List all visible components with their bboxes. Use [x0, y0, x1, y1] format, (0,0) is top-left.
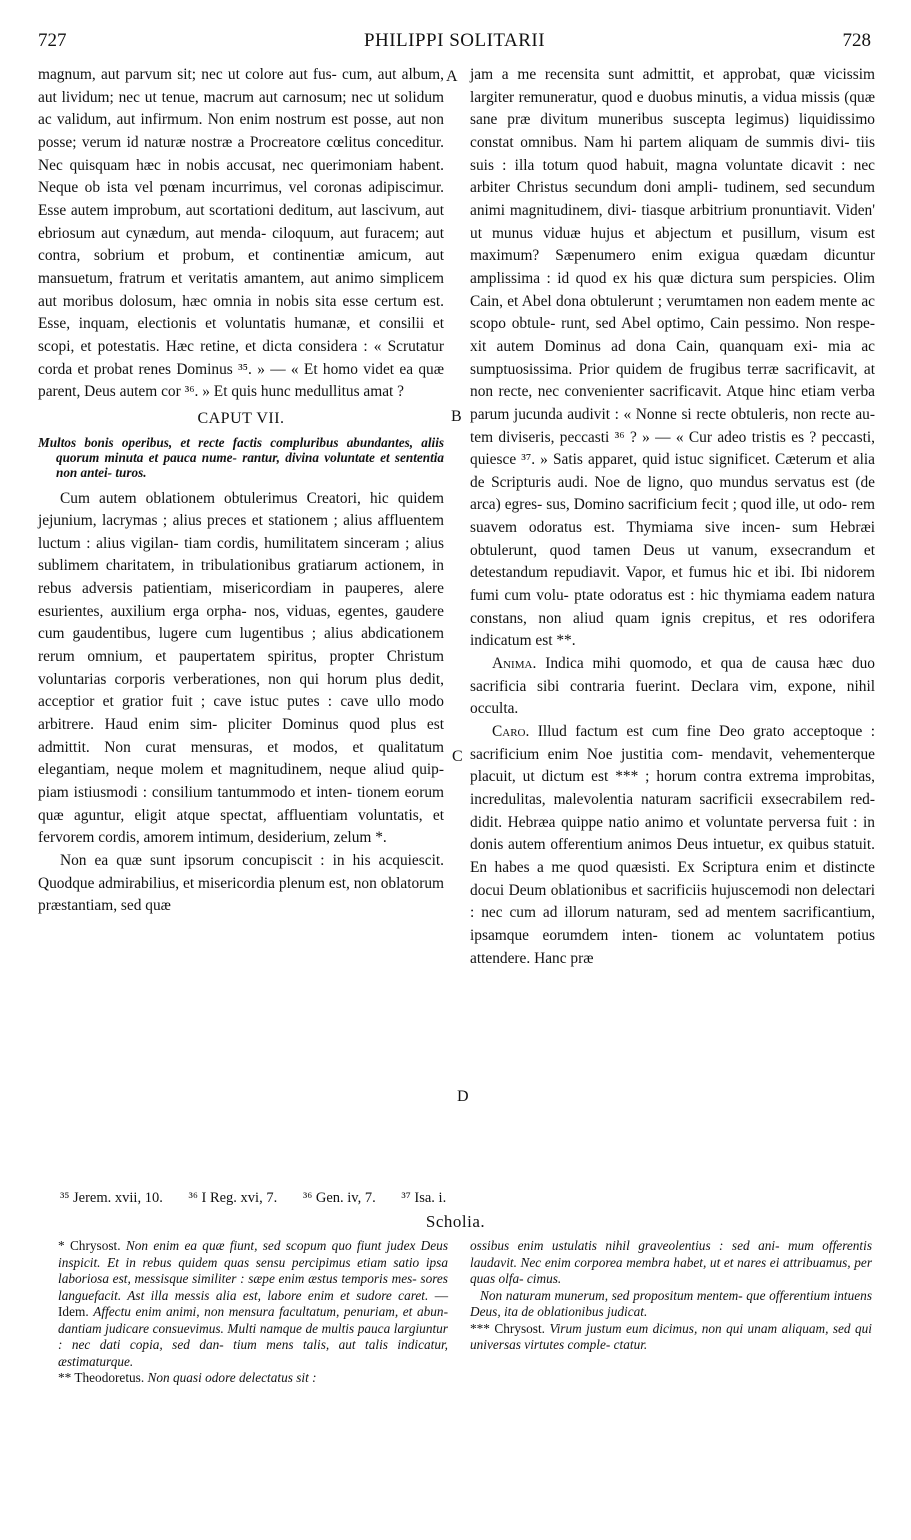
- page-number-right: 728: [842, 30, 871, 51]
- footnotes: [60, 1190, 468, 1207]
- margin-marker-a: A: [446, 68, 458, 85]
- scholion-text: Non enim ea quæ fiunt, sed scopum quo fiunt judex Deus inspicit. Et in rebus quidem quas sensu percipimus etiam satio ipsa laboriosa est, messisque similiter : sæpe enim æstus temporis mes- sores languefacit. Ast illa messis alia est, labore enim et sudore caret.: [58, 1238, 448, 1303]
- caro-paragraph: [470, 721, 875, 970]
- scholion-text: Affectu enim animi, non mensura facultatum, penuriam, et abun- dantiam judicare consuevimus. Multi namque de multis pauca largiuntur : nec dati copia, sed dan- tium mens talis, aut talis indicatur, æstimaturque.: [58, 1304, 448, 1369]
- scholia-left-column: [58, 1238, 448, 1387]
- scholia-right-column: [470, 1238, 872, 1354]
- left-column: [38, 64, 444, 918]
- scholion-text: Non quasi odore delectatus sit :: [147, 1370, 317, 1385]
- scholion-source: * Chrysost.: [58, 1238, 121, 1253]
- scholion-continuation: [470, 1238, 872, 1288]
- right-column: [470, 64, 875, 970]
- scholion-source: — Idem.: [58, 1287, 448, 1319]
- scholia-heading: Scholia.: [425, 1212, 486, 1231]
- scholion-text: Non naturam munerum, sed propositum mentem- que offerentium intuens Deus, ita de oblationibus judicat.: [470, 1287, 872, 1319]
- scholion-chrysostom-2: [470, 1321, 872, 1354]
- margin-marker-b: B: [451, 408, 462, 425]
- footnote-4: ³⁷ Isa. i.: [401, 1190, 447, 1206]
- footnote-1: ³⁵ Jerem. xvii, 10.: [60, 1190, 163, 1206]
- anima-text: Indica mihi quomodo, et qua de causa hæc duo sacrificia sibi contraria fuerint. Declara vim, expone, nihil occulta.: [470, 655, 875, 718]
- footnote-2: ³⁶ I Reg. xvi, 7.: [188, 1190, 278, 1206]
- left-paragraph-2: Cum autem oblationem obtulerimus Creatori, hic quidem jejunium, lacrymas ; alius preces et stationem ; alius affluentem luctum : alius vigilan- tiam cordis, humilitatem sinceram ; alius sublimem charitatem, in tribulationibus gratiarum actionem, in rebus adversis patientiam, misericordiam in pauperes, alere esurientes, auxilium erga orpha- nos, viduas, egentes, gaudere cum gaudentibus, lugere cum lugentibus ; alius abdicationem rerum omnium, et paupertatem spiritus, propter Christum voluntarias corporis verberationes, non qui horum plus dedit, acceptior et gratior fuit ; cave istuc putes : cave ullo modo arbitrere. Haud enim sim- pliciter Dominus quod plus est admittit. Non curat mensuras, et modos, et qualitatum elegantiam, neque molem et magnitudinem, neque aliud quip- piam istiusmodi : consilium tantummodo et inten- tionem eorum quæ aguntur, eligit atque spectat, affluentiam voluntatis, et fervorem cordis, amorem intimum, desiderium, zelum *.: [38, 489, 444, 847]
- caro-text: Illud factum est cum fine Deo grato acceptoque : sacrificium enim Noe justitia com- mendavit, vehementerque placuit, ut dictum est *** ; horum contra extrema improbitas, incredulitas, malevolentia naturam sacrificii exsecrabilem red- didit. Hebræa quippe natio animo et voluntate perversa fuit : in donis autem offerentium animos Deus intuetur, ex quibus statuit. En habes a me quod quæsisti. Ex Scriptura enim et distincte docui Deum oblationibus et sacrificiis hujuscemodi non delectari : nec cum ad illorum naturam, sed ad mentem sacrificantium, ipsamque eorumdem inten- tionem ac voluntatem potius attendere. Hanc præ: [470, 723, 875, 967]
- page-number-left: 727: [38, 30, 67, 51]
- running-title: PHILIPPI SOLITARII: [363, 30, 546, 51]
- scholion-chrysostom: [58, 1238, 448, 1370]
- footnote-3: ³⁶ Gen. iv, 7.: [302, 1190, 376, 1206]
- chapter-summary: Multos bonis operibus, et recte factis compluribus abundantes, aliis quorum minuta et pauca nume- rantur, divina voluntate et sententia non antei- turos.: [38, 434, 444, 480]
- margin-marker-c: C: [452, 748, 463, 765]
- scholion-paragraph: [470, 1288, 872, 1321]
- right-paragraph-1: jam a me recensita sunt admittit, et approbat, quæ vicissim largiter remuneratur, quod e duobus minutis, a vidua missis (quæ sane præ divitum muneribus suscepta legimus) liquidissimo constat omnibus. Nam hi partem aliquam de summis divi- tiis suis : illa totum quod habuit, magna voluntate dicavit : nec arbiter Christus secundum doni ampli- tudinem, sed secundum animi magnitudinem, divi- tiasque arbitrium pronuntiavit. Viden' ut munus viduæ hujus et abjectum et pusillum, visum est maximum? Sæpenumero enim exigua quædam dicuntur amplissima : id quod ex his quæ dictura sum perspicies. Olim Cain, et Abel dona obtulerunt ; verumtamen non eadem mente ac scopo obtule- runt, sed Abel optimo, Cain pessimo. Non respe- xit autem Dominus ad dona Cain, quanquam exi- mia ac sumptuosissima. Prior quidem de frugibus terræ sacrificavit, at non recte, nec convenienter sacrificavit. Atque hinc etiam verba parum jucunda audivit : « Nonne si recte obtuleris, non recte au- tem diviseris, peccasti ³⁶ ? » — « Cur adeo tristis es ? peccasti, quiesce ³⁷. » Satis apparet, quid istuc significet. Cæterum et alia de Scripturis audi. Noe de ligno, quo mundus servatus est (de arca) egres- sus, Domino sacrificium fecit ; quod ille, ut odo- rem suavem odoratus est. Thymiama sive incen- sum Hebræi obtulerunt, quod tamen Deus ut vanum, exsecrandum et detestandum repudiavit. Vapor, et fumus hic et ibi. Ibi nidorem fumi cum volu- ptate odoratus est : hic thymiama eadem natura constans, non aliud quam ignis crepitus, et res odorifera indicatum est **.: [470, 66, 875, 650]
- anima-paragraph: [470, 653, 875, 721]
- scholion-text: Virum justum eum dicimus, non qui unam aliquam, sed qui universas virtutes comple- ctatur.: [470, 1320, 872, 1352]
- speaker-anima: Anima.: [492, 655, 537, 673]
- margin-marker-d: D: [457, 1088, 469, 1105]
- left-paragraph-3: Non ea quæ sunt ipsorum concupiscit : in his acquiescit. Quodque admirabilius, et misericordia plenum est, non oblatorum præstantiam, sed quæ: [38, 852, 444, 915]
- scholion-source: ** Theodoretus.: [58, 1370, 145, 1385]
- speaker-caro: Caro.: [492, 723, 530, 741]
- scholion-text: ossibus enim ustulatis nihil graveolentius : sed ani- mum offerentis laudavit. Nec enim corporea membra habet, ut et nares ei attribuamus, per quas olfa- cimus.: [470, 1238, 872, 1286]
- scholion-theodoretus: [58, 1370, 448, 1387]
- page-header: [38, 30, 871, 64]
- scholion-source: *** Chrysost.: [470, 1320, 545, 1336]
- left-paragraph-1: magnum, aut parvum sit; nec ut colore aut fus- cum, aut album, aut lividum; nec ut tenue, macrum aut carnosum; nec ut solidum ac validum, aut infirmum. Non enim nostrum est posse, aut non posse; verum id naturæ nostræ a Procreatore cœlitus conceditur. Nec quisquam hæc in nobis accusat, nec querimoniam habent. Neque ob ista vel pœnam incurrimus, vel coronas adipiscimur. Esse autem improbum, aut scortationi deditum, aut lascivum, aut ebriosum aut cynædum, aut menda- ciloquum, aut furacem; aut contra, sobrium et probum, et continentiæ amicum, aut mansuetum, fratrum et veritatis amantem, aut animo simplicem aut moribus dolosum, hæc omnia in nobis sita esse certum est. Esse, inquam, electionis et voluntatis humanæ, et consilii et scopi, et potestatis. Hæc retine, et dicta considera : « Scrutatur corda et probat renes Dominus ³⁵. » — « Et homo videt ea quæ parent, Deus autem cor ³⁶. » Et quis hunc medullitus amat ?: [38, 66, 444, 401]
- chapter-heading: CAPUT VII.: [197, 409, 285, 427]
